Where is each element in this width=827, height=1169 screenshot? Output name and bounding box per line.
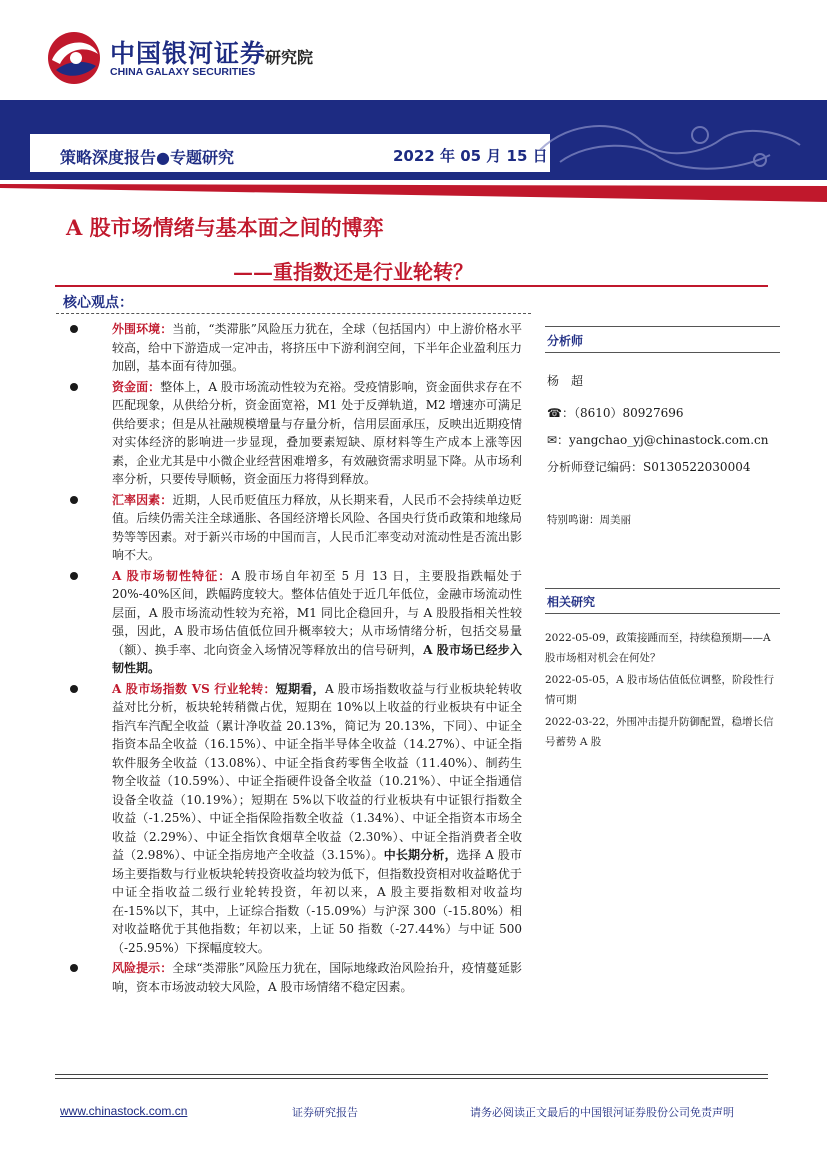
institute-label: 研究院 bbox=[265, 48, 314, 67]
divider bbox=[56, 313, 531, 314]
divider bbox=[55, 285, 768, 287]
report-type: 策略深度报告●专题研究 bbox=[60, 148, 234, 167]
divider bbox=[545, 613, 780, 614]
analyst-name: 杨 超 bbox=[547, 374, 584, 388]
footer-disclaimer: 请务必阅读正文最后的中国银河证券股份公司免责声明 bbox=[470, 1106, 734, 1119]
bullet-icon bbox=[70, 572, 78, 580]
divider bbox=[545, 326, 780, 327]
logo-text-en: CHINA GALAXY SECURITIES bbox=[110, 66, 256, 78]
footer-link[interactable]: www.chinastock.com.cn bbox=[60, 1104, 188, 1118]
analyst-registration: 分析师登记编码：S0130522030004 bbox=[547, 460, 751, 474]
special-thanks: 特别鸣谢：周美丽 bbox=[547, 514, 631, 526]
analyst-email[interactable]: ✉：yangchao_yj@chinastock.com.cn bbox=[547, 433, 769, 447]
list-item: 外围环境：当前，“类滞胀”风险压力犹在，全球（包括国内）中上游价格水平较高，给中下游造成一定冲击，将挤压中下游利润空间，下半年企业盈利压力加剧，基本面有待加强。 bbox=[62, 320, 522, 376]
bullet-icon bbox=[70, 496, 78, 504]
logo-text-cn: 中国银河证券 bbox=[110, 39, 267, 68]
footer-label: 证券研究报告 bbox=[292, 1106, 358, 1119]
bullet-icon bbox=[70, 964, 78, 972]
bullet-icon bbox=[70, 383, 78, 391]
divider bbox=[55, 1074, 768, 1075]
list-item: 资金面：整体上，A 股市场流动性较为充裕。受疫情影响，资金面供求存在不匹配现象，从供给分析，资金面宽裕，M1 处于反弹轨道，M2 增速亦可满足供给要求；但是从社融规模增量与存量分析，信用层面承压，反映出近期疫情对实体经济的影响进一步显现，叠加要素短缺、原材料等生产成本上涨等因素，企业尤其是中小微企业经营困难增多，有效融资需求明显下降。从市场利率分析，只要传导顺畅，资金面压力将得到释放。 bbox=[62, 378, 522, 489]
core-views-list bbox=[62, 320, 522, 998]
bullet-icon bbox=[70, 685, 78, 693]
logo-icon bbox=[46, 30, 102, 86]
related-item[interactable]: 2022-05-09，政策接踵而至，持续稳预期——A 股市场相对机会在何处？ bbox=[545, 632, 771, 664]
page-title: A 股市场情绪与基本面之间的博弈 bbox=[66, 215, 384, 240]
list-item: A 股市场韧性特征：A 股市场自年初至 5 月 13 日，主要股指跌幅处于 20%-40%区间，跌幅跨度较大。整体估值处于近几年低位，金融市场流动性层面，A 股市场流动性较为充裕，M1 同比企稳回升，与 A 股股指相关性较强，因此，A 股市场估值低位回升概率较大；从市场情绪分析，包括交易量（额）、换手率、北向资金入场情况等释放出的信号研判，A 股市场已经步入韧性期。 bbox=[62, 567, 522, 678]
core-views-label: 核心观点： bbox=[63, 295, 133, 311]
analyst-phone: ☎：（8610）80927696 bbox=[547, 406, 684, 420]
related-item[interactable]: 2022-03-22，外围冲击提升防御配置，稳增长信号蓄势 A 股 bbox=[545, 716, 774, 748]
divider bbox=[55, 1078, 768, 1079]
divider bbox=[545, 352, 780, 353]
report-date: 2022 年 05 月 15 日 bbox=[393, 147, 548, 165]
bullet-icon bbox=[70, 325, 78, 333]
list-item: 风险提示：全球“类滞胀”风险压力犹在，国际地缘政治风险抬升，疫情蔓延影响，资本市场波动较大风险，A 股市场情绪不稳定因素。 bbox=[62, 959, 522, 996]
related-item[interactable]: 2022-05-05，A 股市场估值低位调整，阶段性行情可期 bbox=[545, 674, 774, 706]
analyst-heading: 分析师 bbox=[547, 334, 584, 348]
page-subtitle: ——重指数还是行业轮转？ bbox=[233, 260, 473, 284]
related-heading: 相关研究 bbox=[547, 595, 596, 609]
list-item: 汇率因素：近期，人民币贬值压力释放，从长期来看，人民币不会持续单边贬值。后续仍需关注全球通胀、各国经济增长风险、各国央行货币政策和地缘局势等等因素。对于新兴市场的中国而言，人民币汇率变动对流动性是否流出影响不大。 bbox=[62, 491, 522, 565]
list-item: A 股市场指数 VS 行业轮转：短期看，A 股市场指数收益与行业板块轮转收益对比分析，板块轮转稍微占优，短期在 10%以上收益的行业板块有中证全指汽车汽配全收益（累计净收益 20.13%，简记为 20.13%，下同）、中证全指资本品全收益（16.15%）、中证全指半导体全收益（14.27%）、中证全指软件服务全收益（13.08%）、中证全指食药零售全收益（11.40%）、制药生物全收益（10.59%）、中证全指硬件设备全收益（10.21%）、中证全指通信设备全收益（10.19%）；短期在 5%以下收益的行业板块有中证银行指数全收益（-1.25%）、中证全指保险指数全收益（1.34%）、中证全指资本市场全收益（2.29%）、中证全指饮食烟草全收益（2.30%）、中证全指消费者全收益（2.98%）、中证全指房地产全收益（3.15%）。中长期分析，选择 A 股市场主要指数与行业板块轮转投资收益均较为低下，但指数投资相对收益略优于中证全指收益二级行业轮转投资，年初以来，A 股主要指数相对收益均在-15%以下，其中，上证综合指数（-15.09%）与沪深 300（-15.80%）相对收益略优于其他指数；年初以来，上证 50 指数（-27.44%）与中证 500（-25.95%）下探幅度较大。 bbox=[62, 680, 522, 958]
divider bbox=[545, 588, 780, 589]
